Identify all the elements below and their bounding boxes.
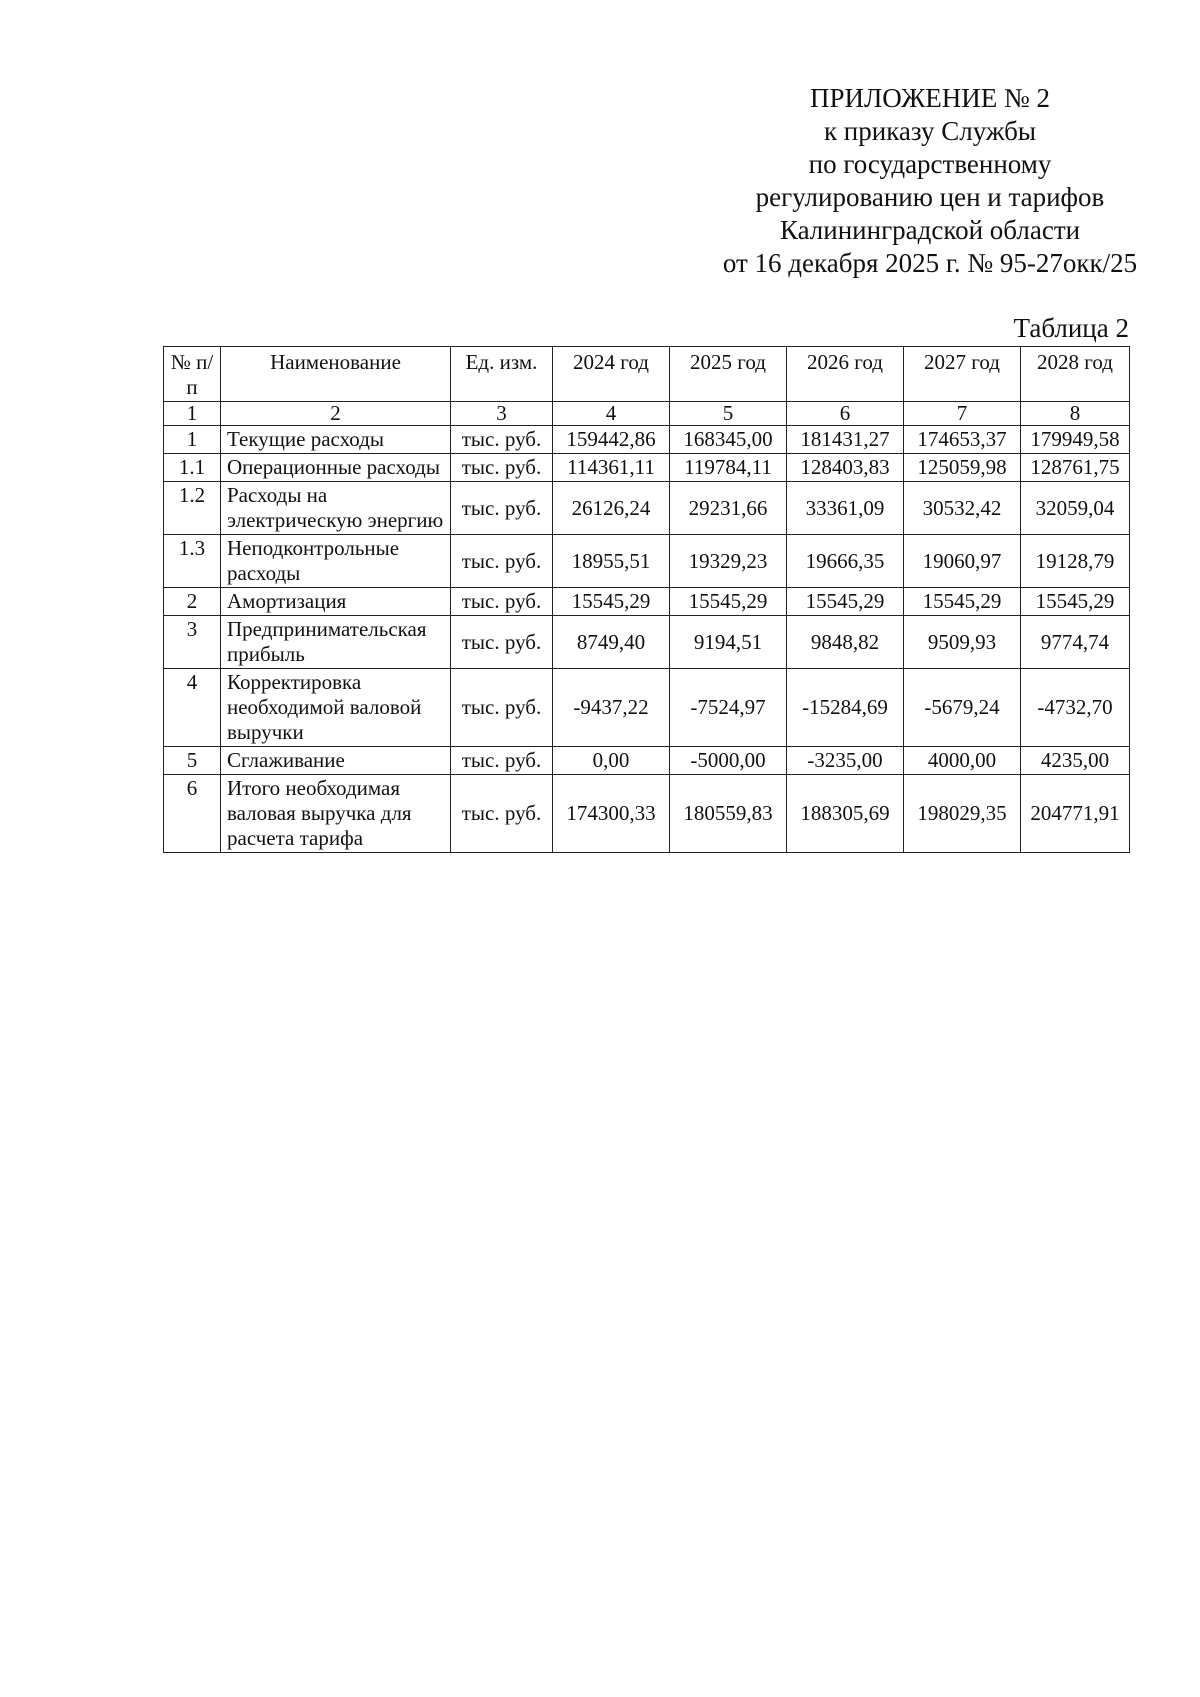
table-row bbox=[164, 426, 1130, 454]
column-header-2027: 2027 год bbox=[904, 347, 1021, 402]
value-2024: 26126,24 bbox=[553, 482, 670, 535]
row-number: 1.1 bbox=[164, 454, 221, 482]
table-row bbox=[164, 669, 1130, 747]
value-2025: 9194,51 bbox=[670, 616, 787, 669]
appendix-line-date-number: от 16 декабря 2025 г. № 95-27окк/25 bbox=[722, 248, 1138, 278]
value-2024: 159442,86 bbox=[553, 426, 670, 454]
appendix-line-order: к приказу Службы bbox=[823, 116, 1037, 146]
row-number: 1.3 bbox=[164, 535, 221, 588]
tariff-table bbox=[163, 346, 1130, 853]
value-2028: 4235,00 bbox=[1021, 747, 1130, 775]
value-2027: 30532,42 bbox=[904, 482, 1021, 535]
appendix-line-regulation: регулированию цен и тарифов bbox=[755, 182, 1105, 212]
value-2025: 15545,29 bbox=[670, 588, 787, 616]
value-2027: 4000,00 bbox=[904, 747, 1021, 775]
appendix-line-region: Калининградской области bbox=[779, 215, 1081, 245]
value-2024: 8749,40 bbox=[553, 616, 670, 669]
row-number: 4 bbox=[164, 669, 221, 747]
value-2026: 188305,69 bbox=[787, 775, 904, 853]
row-unit: тыс. руб. bbox=[451, 669, 553, 747]
row-number: 2 bbox=[164, 588, 221, 616]
column-index: 7 bbox=[904, 402, 1021, 426]
appendix-header bbox=[680, 82, 1180, 280]
value-2027: 198029,35 bbox=[904, 775, 1021, 853]
column-index: 8 bbox=[1021, 402, 1130, 426]
table-row bbox=[164, 775, 1130, 853]
value-2027: 9509,93 bbox=[904, 616, 1021, 669]
table-header-row bbox=[164, 347, 1130, 402]
value-2025: -7524,97 bbox=[670, 669, 787, 747]
column-index: 5 bbox=[670, 402, 787, 426]
value-2025: 19329,23 bbox=[670, 535, 787, 588]
row-number: 1 bbox=[164, 426, 221, 454]
row-unit: тыс. руб. bbox=[451, 535, 553, 588]
column-index: 3 bbox=[451, 402, 553, 426]
appendix-title: ПРИЛОЖЕНИЕ № 2 bbox=[809, 83, 1051, 113]
value-2025: -5000,00 bbox=[670, 747, 787, 775]
row-name: Текущие расходы bbox=[221, 426, 451, 454]
value-2026: 33361,09 bbox=[787, 482, 904, 535]
row-unit: тыс. руб. bbox=[451, 426, 553, 454]
row-number: 5 bbox=[164, 747, 221, 775]
column-header-2024: 2024 год bbox=[553, 347, 670, 402]
row-name: Неподконтрольные расходы bbox=[221, 535, 451, 588]
column-index: 1 bbox=[164, 402, 221, 426]
row-unit: тыс. руб. bbox=[451, 588, 553, 616]
row-name: Корректировка необходимой валовой выручки bbox=[221, 669, 451, 747]
value-2027: 15545,29 bbox=[904, 588, 1021, 616]
column-header-2028: 2028 год bbox=[1021, 347, 1130, 402]
table-row bbox=[164, 616, 1130, 669]
row-name: Итого необходимая валовая выручка для расчета тарифа bbox=[221, 775, 451, 853]
row-number: 6 bbox=[164, 775, 221, 853]
value-2028: 32059,04 bbox=[1021, 482, 1130, 535]
row-unit: тыс. руб. bbox=[451, 747, 553, 775]
row-unit: тыс. руб. bbox=[451, 454, 553, 482]
value-2028: 179949,58 bbox=[1021, 426, 1130, 454]
value-2028: 9774,74 bbox=[1021, 616, 1130, 669]
value-2025: 119784,11 bbox=[670, 454, 787, 482]
table-row bbox=[164, 482, 1130, 535]
row-unit: тыс. руб. bbox=[451, 482, 553, 535]
row-name: Операционные расходы bbox=[221, 454, 451, 482]
column-header-2025: 2025 год bbox=[670, 347, 787, 402]
value-2027: 125059,98 bbox=[904, 454, 1021, 482]
value-2026: -3235,00 bbox=[787, 747, 904, 775]
column-index: 6 bbox=[787, 402, 904, 426]
column-index: 4 bbox=[553, 402, 670, 426]
value-2025: 168345,00 bbox=[670, 426, 787, 454]
value-2026: 181431,27 bbox=[787, 426, 904, 454]
value-2028: 19128,79 bbox=[1021, 535, 1130, 588]
value-2025: 180559,83 bbox=[670, 775, 787, 853]
row-unit: тыс. руб. bbox=[451, 616, 553, 669]
row-name: Сглаживание bbox=[221, 747, 451, 775]
row-name: Амортизация bbox=[221, 588, 451, 616]
row-number: 3 bbox=[164, 616, 221, 669]
value-2026: 9848,82 bbox=[787, 616, 904, 669]
table-row bbox=[164, 747, 1130, 775]
value-2027: 174653,37 bbox=[904, 426, 1021, 454]
value-2026: 15545,29 bbox=[787, 588, 904, 616]
table-row bbox=[164, 588, 1130, 616]
column-header-2026: 2026 год bbox=[787, 347, 904, 402]
table-caption: Таблица 2 bbox=[1013, 313, 1129, 343]
column-header-unit: Ед. изм. bbox=[451, 347, 553, 402]
value-2028: -4732,70 bbox=[1021, 669, 1130, 747]
table-row bbox=[164, 454, 1130, 482]
value-2028: 15545,29 bbox=[1021, 588, 1130, 616]
value-2024: 0,00 bbox=[553, 747, 670, 775]
column-index-row bbox=[164, 402, 1130, 426]
value-2024: -9437,22 bbox=[553, 669, 670, 747]
value-2024: 15545,29 bbox=[553, 588, 670, 616]
column-index: 2 bbox=[221, 402, 451, 426]
value-2026: 19666,35 bbox=[787, 535, 904, 588]
appendix-line-service: по государственному bbox=[808, 149, 1052, 179]
value-2026: 128403,83 bbox=[787, 454, 904, 482]
value-2025: 29231,66 bbox=[670, 482, 787, 535]
column-header-name: Наименование bbox=[221, 347, 451, 402]
value-2027: 19060,97 bbox=[904, 535, 1021, 588]
value-2024: 174300,33 bbox=[553, 775, 670, 853]
value-2024: 18955,51 bbox=[553, 535, 670, 588]
column-header-num: № п/п bbox=[164, 347, 221, 402]
value-2024: 114361,11 bbox=[553, 454, 670, 482]
value-2026: -15284,69 bbox=[787, 669, 904, 747]
row-name: Расходы на электрическую энергию bbox=[221, 482, 451, 535]
value-2028: 204771,91 bbox=[1021, 775, 1130, 853]
table-row bbox=[164, 535, 1130, 588]
row-unit: тыс. руб. bbox=[451, 775, 553, 853]
value-2028: 128761,75 bbox=[1021, 454, 1130, 482]
value-2027: -5679,24 bbox=[904, 669, 1021, 747]
row-number: 1.2 bbox=[164, 482, 221, 535]
row-name: Предпринимательская прибыль bbox=[221, 616, 451, 669]
